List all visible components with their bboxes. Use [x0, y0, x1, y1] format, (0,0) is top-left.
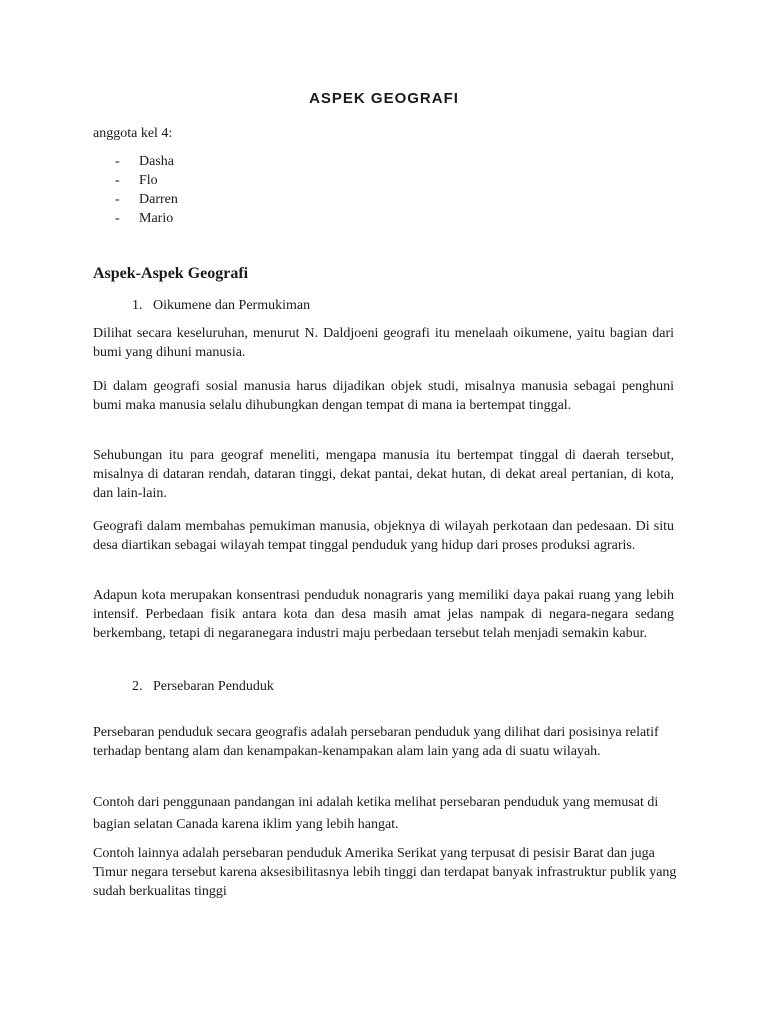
list-bullet: - [115, 211, 120, 226]
member-name: Mario [139, 211, 174, 226]
member-name: Darren [139, 192, 178, 207]
member-item [115, 190, 178, 209]
member-name: Flo [139, 173, 158, 188]
item-number: 1. [132, 298, 143, 313]
member-item [115, 152, 178, 171]
item-title: Persebaran Penduduk [153, 679, 274, 694]
item-number: 2. [132, 679, 143, 694]
paragraph: Dilihat secara keseluruhan, menurut N. Daldjoeni geografi itu menelaah oikumene, yaitu bagian dari bumi yang dihuni manusia. [93, 326, 674, 360]
section-heading: Aspek-Aspek Geografi [93, 265, 249, 282]
list-bullet: - [115, 173, 120, 188]
member-item [115, 209, 178, 228]
paragraph: Contoh lainnya adalah persebaran penduduk Amerika Serikat yang terpusat di pesisir Barat dan juga Timur negara tersebut karena aksesibilitasnya lebih tinggi dan terdapat banyak infrastruktur publik yang sudah berkualitas tinggi [93, 846, 677, 899]
paragraph: Geografi dalam membahas pemukiman manusia, objeknya di wilayah perkotaan dan pedesaan. Di situ desa diartikan sebagai wilayah tempat tinggal penduduk yang hidup dari proses produksi agraris. [93, 519, 674, 553]
paragraph: Di dalam geografi sosial manusia harus dijadikan objek studi, misalnya manusia sebagai penghuni bumi maka manusia selalu dihubungkan dengan tempat di mana ia bertempat tinggal. [93, 379, 674, 413]
group-label: anggota kel 4: [93, 126, 173, 141]
member-name: Dasha [139, 154, 174, 169]
list-bullet: - [115, 154, 120, 169]
numbered-item-oikumene [132, 296, 310, 315]
numbered-item-persebaran [132, 677, 274, 696]
paragraph: Contoh dari penggunaan pandangan ini adalah ketika melihat persebaran penduduk yang memusat di bagian selatan Canada karena iklim yang lebih hangat. [93, 795, 659, 832]
paragraph: Sehubungan itu para geograf meneliti, mengapa manusia itu bertempat tinggal di daerah tersebut, misalnya di dataran rendah, dataran tinggi, dekat pantai, dekat hutan, di dekat areal pertanian, di kota, dan lain-lain. [93, 448, 674, 501]
member-list [115, 152, 178, 228]
item-title: Oikumene dan Permukiman [153, 298, 311, 313]
member-item [115, 171, 178, 190]
paragraph: Adapun kota merupakan konsentrasi penduduk nonagraris yang memiliki daya pakai ruang yang lebih intensif. Perbedaan fisik antara kota dan desa masih amat jelas nampak di negara-negara sedang berkembang, tetapi di negaranegara industri maju perbedaan tersebut telah menjadi semakin kabur. [93, 588, 674, 641]
list-bullet: - [115, 192, 120, 207]
document-title: ASPEK GEOGRAFI [309, 90, 459, 107]
paragraph: Persebaran penduduk secara geografis adalah persebaran penduduk yang dilihat dari posisinya relatif terhadap bentang alam dan kenampakan-kenampakan alam lain yang ada di suatu wilayah. [93, 725, 659, 759]
